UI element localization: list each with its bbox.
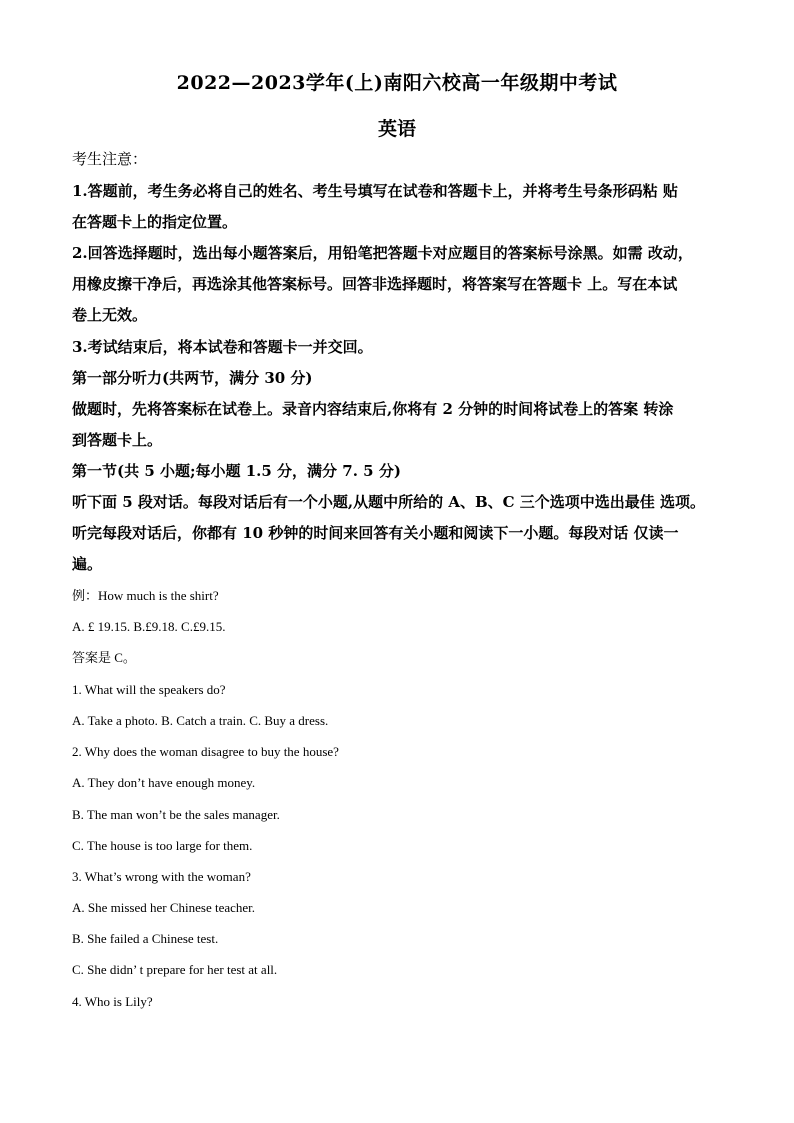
- question-4: 4. Who is Lily?: [72, 994, 153, 1009]
- section1-instruction-line: 听完每段对话后，你都有 10 秒钟的时间来回答有关小题和阅读下一小题。每段对话 仅读一: [72, 524, 679, 542]
- question-2-option-c: C. The house is too large for them.: [72, 838, 253, 853]
- exam-title: 2022—2023学年(上)南阳六校高一年级期中考试: [176, 72, 618, 94]
- question-1: 1. What will the speakers do?: [72, 682, 226, 697]
- question-3-option-b: B. She failed a Chinese test.: [72, 931, 219, 946]
- part1-instruction-line: 到答题卡上。: [72, 431, 163, 449]
- notice-line: 卷上无效。: [72, 306, 148, 324]
- example-question: 例：How much is the shirt?: [72, 588, 219, 603]
- notice-line: 2.回答选择题时，选出每小题答案后，用铅笔把答题卡对应题目的答案标号涂黑。如需 改动，: [72, 244, 693, 262]
- notice-line: 在答题卡上的指定位置。: [72, 213, 238, 231]
- question-3: 3. What’s wrong with the woman?: [72, 869, 251, 884]
- subject-title: 英语: [377, 118, 416, 140]
- question-2-option-b: B. The man won’t be the sales manager.: [72, 807, 280, 822]
- section1-heading: 第一节(共 5 小题;每小题 1.5 分，满分 7. 5 分): [72, 462, 401, 480]
- notice-label: 考生注意：: [72, 150, 148, 168]
- example-answer: 答案是 C。: [72, 650, 136, 665]
- notice-line: 用橡皮擦干净后，再选涂其他答案标号。回答非选择题时，将答案写在答题卡 上。写在本试: [72, 275, 678, 293]
- question-3-option-c: C. She didn’ t prepare for her test at all.: [72, 962, 278, 977]
- example-options: A. £ 19.15. B.£9.18. C.£9.15.: [72, 619, 226, 634]
- notice-line: 3.考试结束后，将本试卷和答题卡一并交回。: [72, 338, 373, 356]
- notice-line: 1.答题前，考生务必将自己的姓名、考生号填写在试卷和答题卡上，并将考生号条形码粘 贴: [72, 182, 678, 200]
- part1-instruction-line: 做题时，先将答案标在试卷上。录音内容结束后,你将有 2 分钟的时间将试卷上的答案 转涂: [72, 400, 674, 418]
- part1-heading: 第一部分听力(共两节，满分 30 分): [72, 369, 313, 387]
- question-3-option-a: A. She missed her Chinese teacher.: [72, 900, 256, 915]
- question-2-option-a: A. They don’t have enough money.: [72, 775, 256, 790]
- question-2: 2. Why does the woman disagree to buy the house?: [72, 744, 339, 759]
- section1-instruction-line: 听下面 5 段对话。每段对话后有一个小题,从题中所给的 A、B、C 三个选项中选出最佳 选项。: [72, 493, 706, 511]
- section1-instruction-line: 遍。: [72, 555, 103, 573]
- question-1-options: A. Take a photo. B. Catch a train. C. Buy a dress.: [72, 713, 329, 728]
